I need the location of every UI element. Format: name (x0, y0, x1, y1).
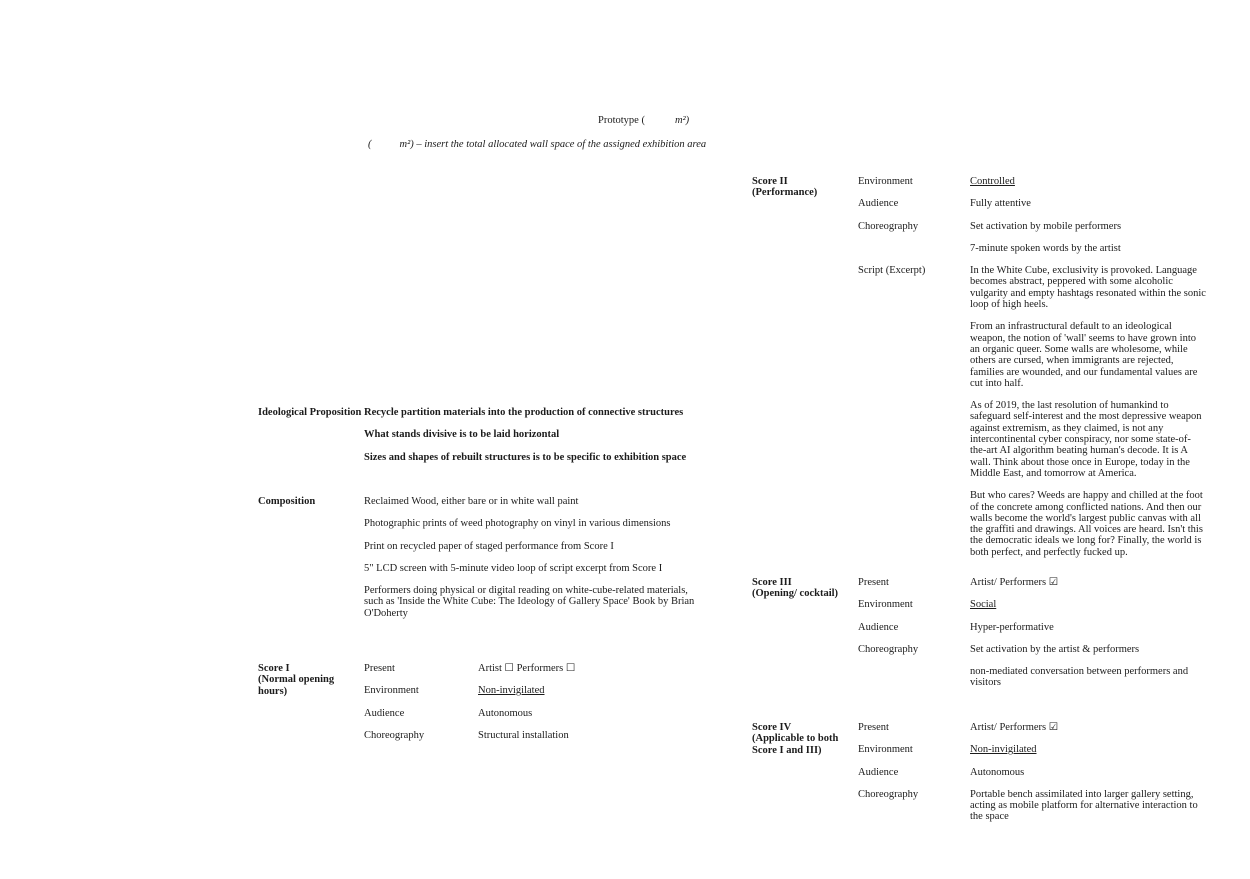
section-title: Composition (258, 496, 316, 507)
row-value: Controlled (970, 176, 1015, 187)
section-title: Ideological Proposition (258, 407, 362, 418)
title-unit: m²) (674, 115, 690, 126)
table-row (364, 730, 698, 741)
row-key: Audience (858, 198, 899, 210)
row-value: Set activation by the artist & performers (970, 643, 1140, 655)
score3-section (752, 577, 1210, 700)
table-row (858, 490, 1207, 558)
table-row (858, 789, 1210, 823)
item-text: Photographic prints of weed photography on vinyl in various dimensions (364, 518, 671, 530)
score2-heading (752, 176, 858, 199)
table-row (858, 243, 1207, 254)
document-title (598, 115, 689, 126)
section-subtitle: (Applicable to both Score I and III) (752, 733, 839, 756)
composition-section (258, 496, 700, 630)
item-text: Recycle partition materials into the production of connective structures (364, 407, 684, 418)
table-row (858, 221, 1207, 232)
ideological-heading (258, 407, 364, 418)
row-key: Audience (858, 621, 899, 633)
row-key: Present (858, 577, 889, 588)
score2-section (752, 176, 1207, 569)
row-value: Autonomous (478, 707, 533, 719)
list-item (364, 452, 700, 463)
row-key: Environment (858, 744, 913, 756)
row-key: Environment (858, 176, 913, 187)
section-title: Score II (752, 176, 788, 187)
row-key: Environment (858, 599, 913, 611)
item-text: Sizes and shapes of rebuilt structures is to be specific to exhibition space (364, 451, 687, 463)
row-key: Script (Excerpt) (858, 265, 926, 277)
script-paragraph: As of 2019, the last resolution of humankind to safeguard self-interest and the most depressive weapon against extremism, as they claimed, is not any intercontinental cyber conspiracy, nor some state-of-the-art AI algorithm beating human's decode. It is A wall. Think about those once in Europe, today in the Middle East, and tomorrow at America. (970, 400, 1202, 479)
row-value: non-mediated conversation between performers and visitors (970, 666, 1189, 689)
section-subtitle: (Normal opening hours) (258, 674, 335, 697)
item-text: What stands divisive is to be laid horizontal (364, 429, 560, 441)
section-title: Score I (258, 663, 290, 674)
subtitle-prefix: ( (368, 139, 372, 150)
list-item (364, 496, 700, 507)
list-item (364, 518, 700, 529)
list-item (364, 563, 700, 574)
table-row (858, 599, 1210, 610)
row-key: Environment (364, 685, 419, 697)
item-text: Reclaimed Wood, either bare or in white wall paint (364, 496, 579, 507)
item-text: Print on recycled paper of staged performance from Score I (364, 540, 614, 552)
subtitle-text: m²) – insert the total allocated wall space of the assigned exhibition area (399, 139, 707, 150)
row-value-with-checkbox-icon: Artist/ Performers ☑ (970, 577, 1059, 588)
table-row (858, 198, 1207, 209)
subtitle-instruction (368, 139, 706, 150)
score3-heading (752, 577, 858, 600)
row-key: Present (364, 663, 395, 674)
script-paragraph: From an infrastructural default to an ideological weapon, the notion of 'wall' seems to have grown into an organic queer. Some walls are wholesome, while others are cursed, when immigrants are rejected, families are wounded, and our fundamental values are cut into half. (970, 321, 1198, 389)
table-row (858, 577, 1210, 588)
row-value-with-checkbox-icon: Artist/ Performers ☑ (970, 722, 1059, 733)
row-value: Autonomous (970, 766, 1025, 778)
table-row (858, 722, 1210, 733)
table-row (858, 744, 1210, 755)
score4-section (752, 722, 1210, 834)
row-value: Non-invigilated (478, 685, 545, 697)
row-value: Set activation by mobile performers (970, 220, 1122, 232)
table-row (858, 321, 1207, 389)
score1-heading (258, 663, 364, 697)
composition-heading (258, 496, 364, 507)
section-title: Score III (752, 577, 792, 588)
row-key: Audience (858, 766, 899, 778)
row-value: Social (970, 599, 997, 611)
row-value: Portable bench assimilated into larger gallery setting, acting as mobile platform for alternative interaction to the space (970, 788, 1198, 823)
item-text: Performers doing physical or digital reading on white-cube-related materials, such as 'Inside the White Cube: The Ideology of Gallery Space' Book by Brian O'Doherty (364, 585, 695, 619)
table-row (364, 685, 698, 696)
list-item (364, 541, 700, 552)
score1-section (258, 663, 698, 752)
row-key: Present (858, 722, 889, 733)
script-paragraph: In the White Cube, exclusivity is provoked. Language becomes abstract, peppered with some alcoholic vulgarity and empty hashtags resonated within the sonic loop of high heels. (970, 265, 1206, 311)
table-row (858, 644, 1210, 655)
row-key: Choreography (858, 643, 919, 655)
item-text: 5" LCD screen with 5-minute video loop of script excerpt from Score I (364, 562, 663, 574)
row-value-with-checkbox-icons: Artist ☐ Performers ☐ (478, 663, 576, 674)
row-value: Hyper-performative (970, 621, 1054, 633)
row-key: Audience (364, 707, 405, 719)
row-value: Structural installation (478, 729, 569, 741)
ideological-section (258, 407, 700, 474)
row-value: Fully attentive (970, 198, 1031, 210)
score4-heading (752, 722, 858, 756)
table-row (858, 400, 1207, 479)
title-prefix: Prototype ( (598, 115, 645, 126)
row-key: Choreography (364, 729, 425, 741)
list-item (364, 585, 700, 619)
table-row (858, 176, 1207, 187)
table-row (858, 622, 1210, 633)
table-row (364, 663, 698, 674)
list-item (364, 407, 700, 418)
table-row (858, 666, 1210, 689)
row-value: 7-minute spoken words by the artist (970, 242, 1121, 254)
table-row (858, 265, 1207, 310)
table-row (858, 767, 1210, 778)
row-key: Choreography (858, 788, 919, 800)
table-row (364, 708, 698, 719)
section-title: Score IV (752, 722, 792, 733)
section-subtitle: (Performance) (752, 187, 818, 199)
list-item (364, 429, 700, 440)
script-paragraph: But who cares? Weeds are happy and chilled at the foot of the concrete among conflicted nations. And then our walls become the world's largest public canvas with all the graffiti and drawings. All voices are heard. Isn't this the democratic ideals we long for? Finally, the world is both perfect, and perfectly fucked up. (970, 490, 1203, 558)
section-subtitle: (Opening/ cocktail) (752, 588, 839, 600)
row-key: Choreography (858, 220, 919, 232)
row-value: Non-invigilated (970, 744, 1037, 756)
